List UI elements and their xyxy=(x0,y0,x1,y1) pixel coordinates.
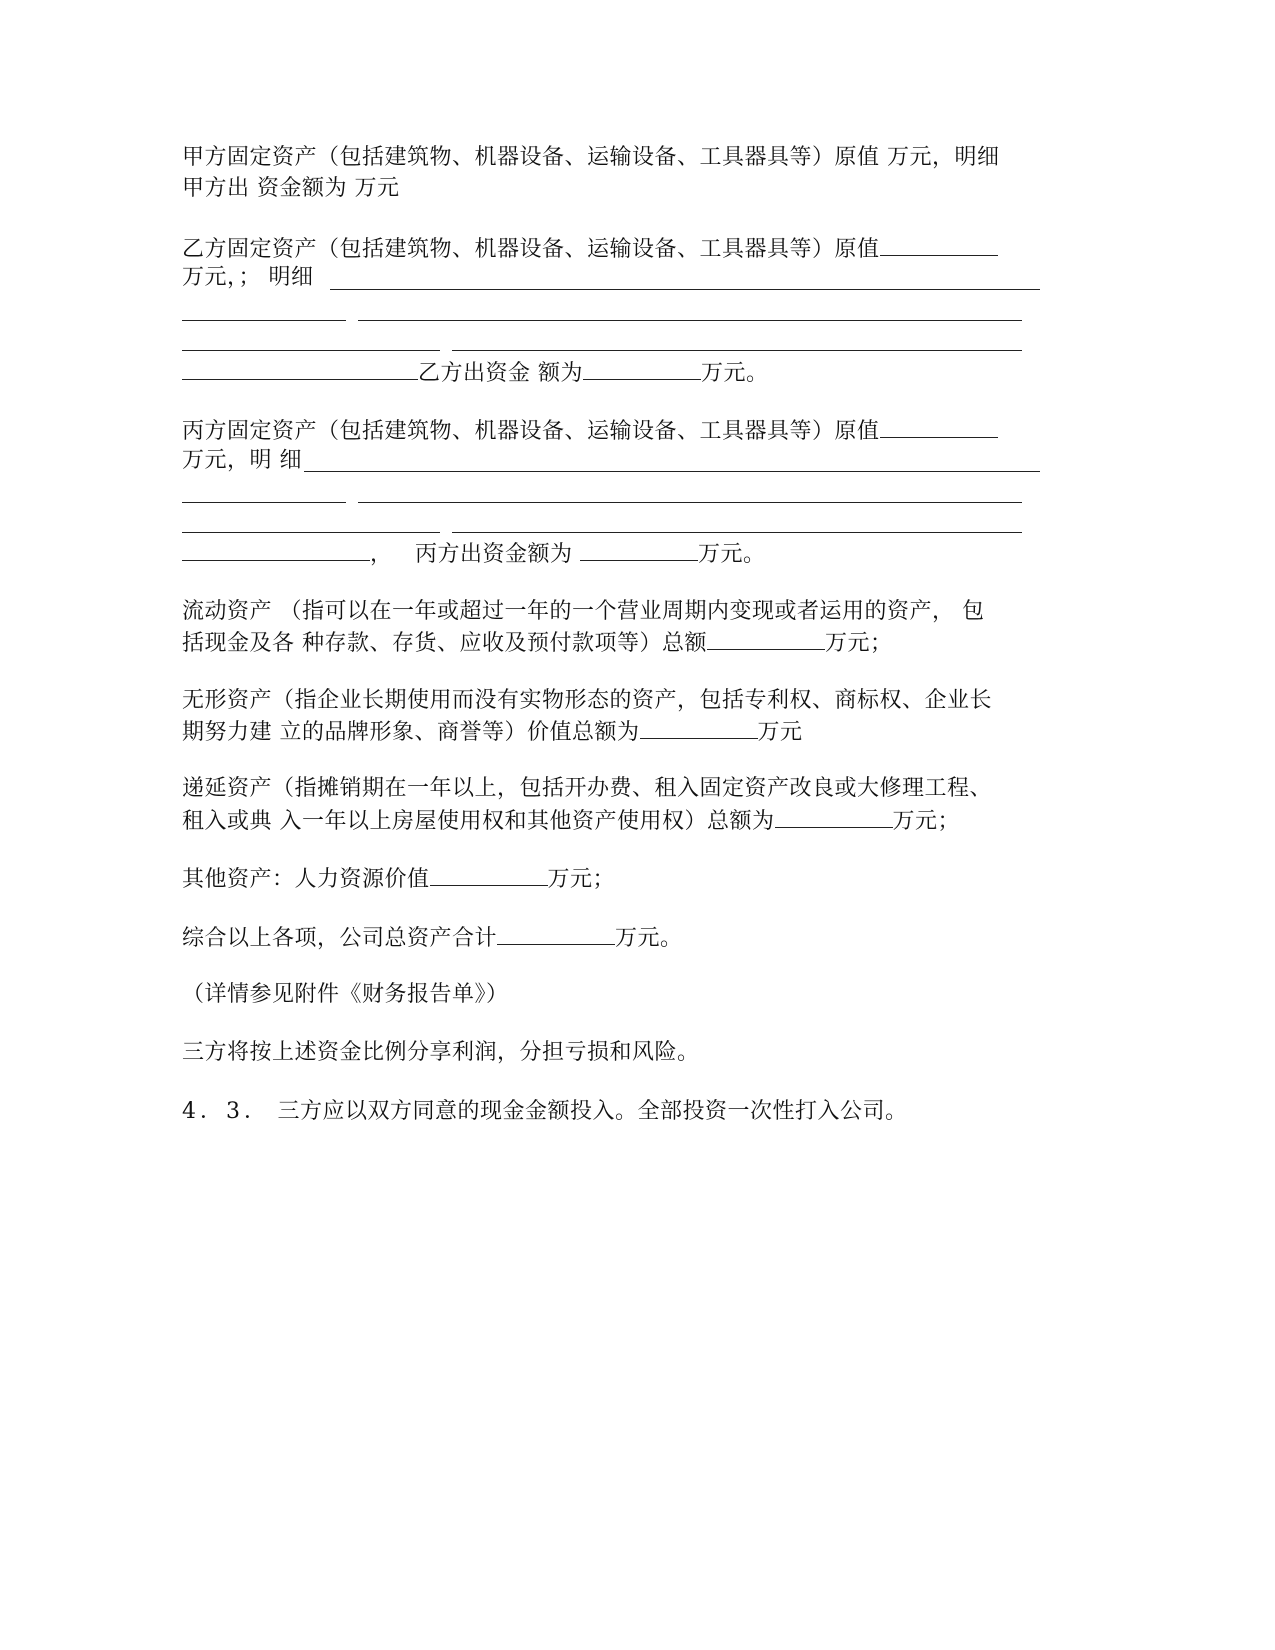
party-c-line-5 xyxy=(182,538,766,570)
party-b-detail-blank-1 xyxy=(330,289,1040,290)
intangible-assets-line-2-text: 期努力建 立的品牌形象、商誉等）价值总额为 xyxy=(182,720,640,745)
party-b-original-value-blank xyxy=(880,233,998,256)
deferred-assets-line-2-text: 租入或典 入一年以上房屋使用权和其他资产使用权）总额为 xyxy=(182,809,775,834)
deferred-assets-total-blank xyxy=(775,805,893,828)
party-b-line-2-text: 万元，； 明细 xyxy=(182,265,314,290)
intangible-assets-total-blank xyxy=(640,716,758,739)
party-c-detail-blank-4 xyxy=(182,538,370,561)
clause-4-3 xyxy=(182,1097,908,1127)
party-c-line-2-text: 万元，明 细 xyxy=(182,448,302,473)
clause-number: 4．3． xyxy=(182,1099,270,1124)
profit-sharing-line: 三方将按上述资金比例分享利润，分担亏损和风险。 xyxy=(182,1040,700,1065)
party-c-line-2 xyxy=(182,446,302,476)
party-c-line-5-unit: 万元。 xyxy=(698,542,766,567)
deferred-assets-line-2 xyxy=(182,805,960,837)
intangible-assets-line-2 xyxy=(182,716,803,748)
intangible-assets-unit: 万元 xyxy=(757,720,803,745)
current-assets-line-2-text: 括现金及各 种存款、存货、应收及预付款项等）总额 xyxy=(182,631,707,656)
party-b-line-1-text: 乙方固定资产（包括建筑物、机器设备、运输设备、工具器具等）原值 xyxy=(182,237,880,262)
other-assets-text: 其他资产：人力资源价值 xyxy=(182,867,430,892)
party-c-detail-blank-3b xyxy=(452,532,1022,533)
party-c-detail-blank-2a xyxy=(182,502,346,503)
intangible-assets-line-1: 无形资产（指企业长期使用而没有实物形态的资产，包括专利权、商标权、企业长 xyxy=(182,688,993,713)
party-b-detail-blank-2b xyxy=(358,320,1022,321)
party-c-line-1-text: 丙方固定资产（包括建筑物、机器设备、运输设备、工具器具等）原值 xyxy=(182,419,880,444)
total-assets-unit: 万元。 xyxy=(615,926,683,951)
party-b-line-5-unit: 万元。 xyxy=(701,361,769,386)
party-b-amount-blank xyxy=(583,357,701,380)
clause-text: 三方应以双方同意的现金金额投入。全部投资一次性打入公司。 xyxy=(277,1099,908,1124)
party-c-detail-blank-2b xyxy=(358,502,1022,503)
party-b-detail-blank-3a xyxy=(182,350,440,351)
party-b-detail-blank-2a xyxy=(182,320,346,321)
party-c-line-5-comma: ， xyxy=(370,542,393,567)
party-b-detail-blank-3b xyxy=(452,350,1022,351)
party-b-line-5-text: 乙方出资金 额为 xyxy=(418,361,583,386)
human-resources-value-blank xyxy=(430,863,548,886)
party-c-detail-blank-3a xyxy=(182,532,440,533)
total-assets-line xyxy=(182,922,683,954)
total-assets-text: 综合以上各项，公司总资产合计 xyxy=(182,926,498,951)
current-assets-unit: 万元； xyxy=(825,631,893,656)
party-c-amount-blank xyxy=(580,538,698,561)
party-b-line-5 xyxy=(182,357,769,389)
deferred-assets-unit: 万元； xyxy=(892,809,961,834)
total-assets-blank xyxy=(497,922,615,945)
party-b-detail-blank-4 xyxy=(182,357,418,380)
other-assets-line xyxy=(182,863,615,895)
current-assets-line-1: 流动资产 （指可以在一年或超过一年的一个营业周期内变现或者运用的资产， 包 xyxy=(182,599,985,624)
current-assets-total-blank xyxy=(707,627,825,650)
party-b-line-1 xyxy=(182,233,998,265)
deferred-assets-line-1: 递延资产（指摊销期在一年以上，包括开办费、租入固定资产改良或大修理工程、 xyxy=(182,776,993,801)
party-c-detail-blank-1 xyxy=(304,471,1040,472)
party-b-line-2 xyxy=(182,263,314,293)
party-c-original-value-blank xyxy=(880,415,998,438)
other-assets-unit: 万元； xyxy=(547,867,616,892)
current-assets-line-2 xyxy=(182,627,893,659)
party-c-line-5-text: 丙方出资金额为 xyxy=(415,542,573,567)
financial-report-note: （详情参见附件《财务报告单》） xyxy=(182,982,509,1007)
party-a-line-2: 甲方出 资金额为 万元 xyxy=(182,176,400,201)
party-a-line-1: 甲方固定资产（包括建筑物、机器设备、运输设备、工具器具等）原值 万元，明细 xyxy=(182,145,1000,170)
party-c-line-1 xyxy=(182,415,998,447)
